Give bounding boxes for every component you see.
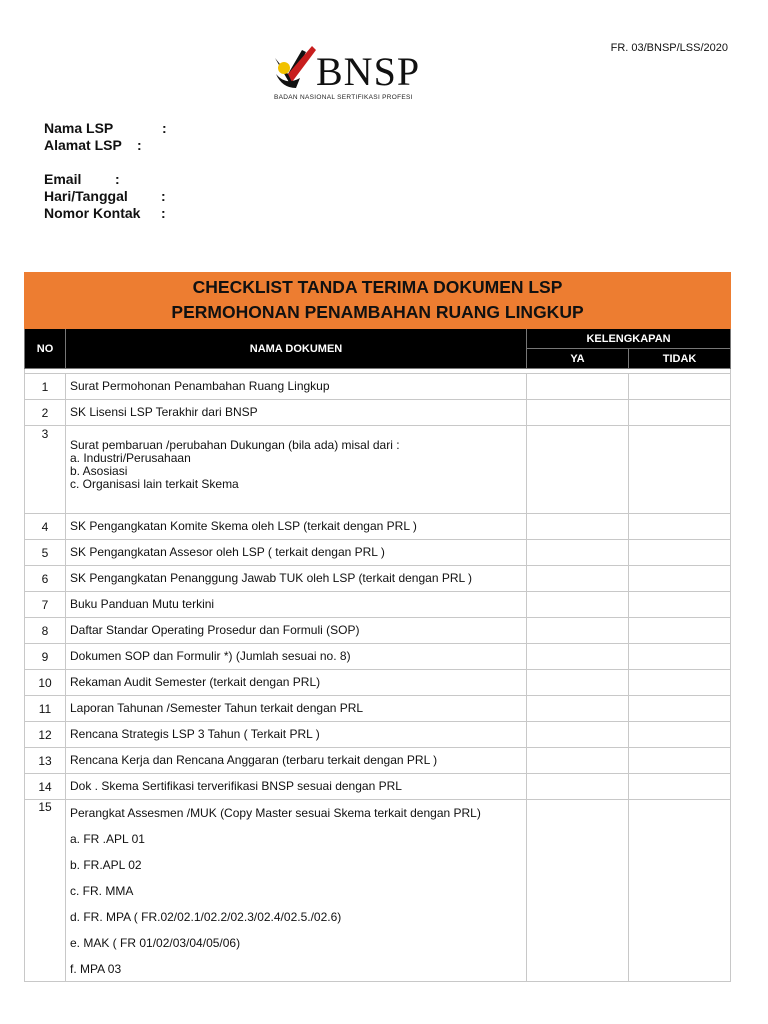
nama-lsp-row xyxy=(44,120,167,137)
document-name xyxy=(66,400,527,426)
document-line: Dok . Skema Sertifikasi terverifikasi BNSP sesuai dengan PRL xyxy=(70,779,402,793)
tidak-checkbox-cell[interactable] xyxy=(629,540,731,566)
table-row xyxy=(25,566,731,592)
tidak-checkbox-cell[interactable] xyxy=(629,426,731,514)
row-number: 3 xyxy=(25,426,66,514)
document-name: Perangkat Assesmen /MUK (Copy Master sesuai Skema terkait dengan PRL) xyxy=(66,800,527,826)
table-row xyxy=(25,644,731,670)
document-line: Buku Panduan Mutu terkini xyxy=(70,597,215,611)
document-line: Daftar Standar Operating Prosedur dan Formuli (SOP) xyxy=(70,623,360,637)
hari-tanggal-row xyxy=(44,188,167,205)
tidak-checkbox-cell[interactable] xyxy=(629,400,731,426)
document-line: SK Pengangkatan Komite Skema oleh LSP (terkait dengan PRL ) xyxy=(70,519,417,533)
tidak-checkbox-cell[interactable] xyxy=(629,592,731,618)
header-tidak: TIDAK xyxy=(629,349,731,369)
table-row xyxy=(25,774,731,800)
document-name xyxy=(66,514,527,540)
header-nama-dokumen: NAMA DOKUMEN xyxy=(66,329,527,369)
ya-checkbox-cell[interactable] xyxy=(527,774,629,800)
tidak-checkbox-cell[interactable] xyxy=(629,670,731,696)
row-number: 2 xyxy=(25,400,66,426)
title-line-2: PERMOHONAN PENAMBAHAN RUANG LINGKUP xyxy=(171,302,584,322)
hari-tanggal-label: Hari/Tanggal xyxy=(44,188,128,204)
nomor-kontak-row xyxy=(44,205,167,222)
ya-checkbox-cell[interactable] xyxy=(527,670,629,696)
table-row xyxy=(25,696,731,722)
ya-checkbox-cell[interactable] xyxy=(527,696,629,722)
ya-checkbox-cell[interactable] xyxy=(527,592,629,618)
row-number: 8 xyxy=(25,618,66,644)
alamat-lsp-label: Alamat LSP xyxy=(44,137,122,153)
header-no: NO xyxy=(25,329,66,369)
row-number: 4 xyxy=(25,514,66,540)
tidak-checkbox-cell[interactable] xyxy=(629,374,731,400)
nama-lsp-colon: : xyxy=(162,120,167,136)
table-row xyxy=(25,426,731,514)
document-name: b. FR.APL 02 xyxy=(66,852,527,878)
row-number: 9 xyxy=(25,644,66,670)
table-row xyxy=(25,540,731,566)
email-row xyxy=(44,171,167,188)
row-number: 15 xyxy=(25,800,66,982)
row-number: 11 xyxy=(25,696,66,722)
document-line: Rekaman Audit Semester (terkait dengan PRL) xyxy=(70,675,321,689)
row-number: 6 xyxy=(25,566,66,592)
ya-checkbox-cell[interactable] xyxy=(527,644,629,670)
ya-checkbox-cell[interactable] xyxy=(527,722,629,748)
document-name xyxy=(66,644,527,670)
document-line: SK Pengangkatan Penanggung Jawab TUK oleh LSP (terkait dengan PRL ) xyxy=(70,571,473,585)
header-ya: YA xyxy=(527,349,629,369)
row-number: 10 xyxy=(25,670,66,696)
form-code: FR. 03/BNSP/LSS/2020 xyxy=(610,42,728,54)
document-name xyxy=(66,374,527,400)
tidak-checkbox-cell[interactable] xyxy=(629,618,731,644)
ya-checkbox-cell[interactable] xyxy=(527,800,629,982)
document-name xyxy=(66,566,527,592)
document-name: d. FR. MPA ( FR.02/02.1/02.2/02.3/02.4/02.5./02.6) xyxy=(66,904,527,930)
document-line: Laporan Tahunan /Semester Tahun terkait dengan PRL xyxy=(70,701,364,715)
document-name xyxy=(66,426,527,514)
row-number: 12 xyxy=(25,722,66,748)
table-row xyxy=(25,670,731,696)
row-number: 13 xyxy=(25,748,66,774)
document-line: Surat Permohonan Penambahan Ruang Lingkup xyxy=(70,379,330,393)
logo-brand: BNSP xyxy=(316,49,421,94)
row-number: 5 xyxy=(25,540,66,566)
document-line: a. Industri/Perusahaan xyxy=(70,451,191,465)
table-row xyxy=(25,592,731,618)
document-name: e. MAK ( FR 01/02/03/04/05/06) xyxy=(66,930,527,956)
alamat-lsp-row xyxy=(44,137,167,154)
tidak-checkbox-cell[interactable] xyxy=(629,514,731,540)
nama-lsp-label: Nama LSP xyxy=(44,120,114,136)
ya-checkbox-cell[interactable] xyxy=(527,566,629,592)
document-line: Surat pembaruan /perubahan Dukungan (bila ada) misal dari : xyxy=(70,438,400,452)
tidak-checkbox-cell[interactable] xyxy=(629,774,731,800)
table-row xyxy=(25,748,731,774)
document-name xyxy=(66,748,527,774)
document-name xyxy=(66,774,527,800)
tidak-checkbox-cell[interactable] xyxy=(629,696,731,722)
document-line: Rencana Kerja dan Rencana Anggaran (terbaru terkait dengan PRL ) xyxy=(70,753,438,767)
row-number: 1 xyxy=(25,374,66,400)
document-line: SK Pengangkatan Assesor oleh LSP ( terkait dengan PRL ) xyxy=(70,545,385,559)
row-number: 7 xyxy=(25,592,66,618)
tidak-checkbox-cell[interactable] xyxy=(629,722,731,748)
tidak-checkbox-cell[interactable] xyxy=(629,566,731,592)
document-line: Dokumen SOP dan Formulir *) (Jumlah sesuai no. 8) xyxy=(70,649,351,663)
table-row xyxy=(25,618,731,644)
checklist-table xyxy=(24,272,731,982)
ya-checkbox-cell[interactable] xyxy=(527,748,629,774)
ya-checkbox-cell[interactable] xyxy=(527,540,629,566)
document-line: Rencana Strategis LSP 3 Tahun ( Terkait PRL ) xyxy=(70,727,320,741)
document-line: c. Organisasi lain terkait Skema xyxy=(70,477,239,491)
bnsp-emblem-icon xyxy=(272,44,318,94)
document-line xyxy=(70,491,522,504)
document-name xyxy=(66,722,527,748)
bnsp-logo xyxy=(272,44,452,106)
document-line: SK Lisensi LSP Terakhir dari BNSP xyxy=(70,405,258,419)
ya-checkbox-cell[interactable] xyxy=(527,374,629,400)
checklist-title xyxy=(25,273,731,329)
document-name xyxy=(66,592,527,618)
table-row xyxy=(25,400,731,426)
title-line-1: CHECKLIST TANDA TERIMA DOKUMEN LSP xyxy=(192,277,563,297)
document-name xyxy=(66,618,527,644)
row-number: 14 xyxy=(25,774,66,800)
lsp-info-block xyxy=(44,120,167,222)
ya-checkbox-cell[interactable] xyxy=(527,618,629,644)
document-line: b. Asosiasi xyxy=(70,464,128,478)
nomor-kontak-label: Nomor Kontak xyxy=(44,205,141,221)
nomor-kontak-colon: : xyxy=(161,205,166,221)
table-row xyxy=(25,800,731,826)
email-colon: : xyxy=(115,171,120,187)
ya-checkbox-cell[interactable] xyxy=(527,514,629,540)
tidak-checkbox-cell[interactable] xyxy=(629,748,731,774)
table-row xyxy=(25,514,731,540)
header-kelengkapan: KELENGKAPAN xyxy=(527,329,731,349)
table-row xyxy=(25,722,731,748)
hari-tanggal-colon: : xyxy=(161,188,166,204)
document-name: c. FR. MMA xyxy=(66,878,527,904)
alamat-lsp-colon: : xyxy=(137,137,142,153)
email-label: Email xyxy=(44,171,82,187)
document-name xyxy=(66,540,527,566)
table-row xyxy=(25,374,731,400)
logo-subtitle: BADAN NASIONAL SERTIFIKASI PROFESI xyxy=(274,94,413,101)
tidak-checkbox-cell[interactable] xyxy=(629,644,731,670)
ya-checkbox-cell[interactable] xyxy=(527,426,629,514)
ya-checkbox-cell[interactable] xyxy=(527,400,629,426)
document-name: a. FR .APL 01 xyxy=(66,826,527,852)
document-name xyxy=(66,696,527,722)
tidak-checkbox-cell[interactable] xyxy=(629,800,731,982)
document-name xyxy=(66,670,527,696)
document-name: f. MPA 03 xyxy=(66,956,527,982)
